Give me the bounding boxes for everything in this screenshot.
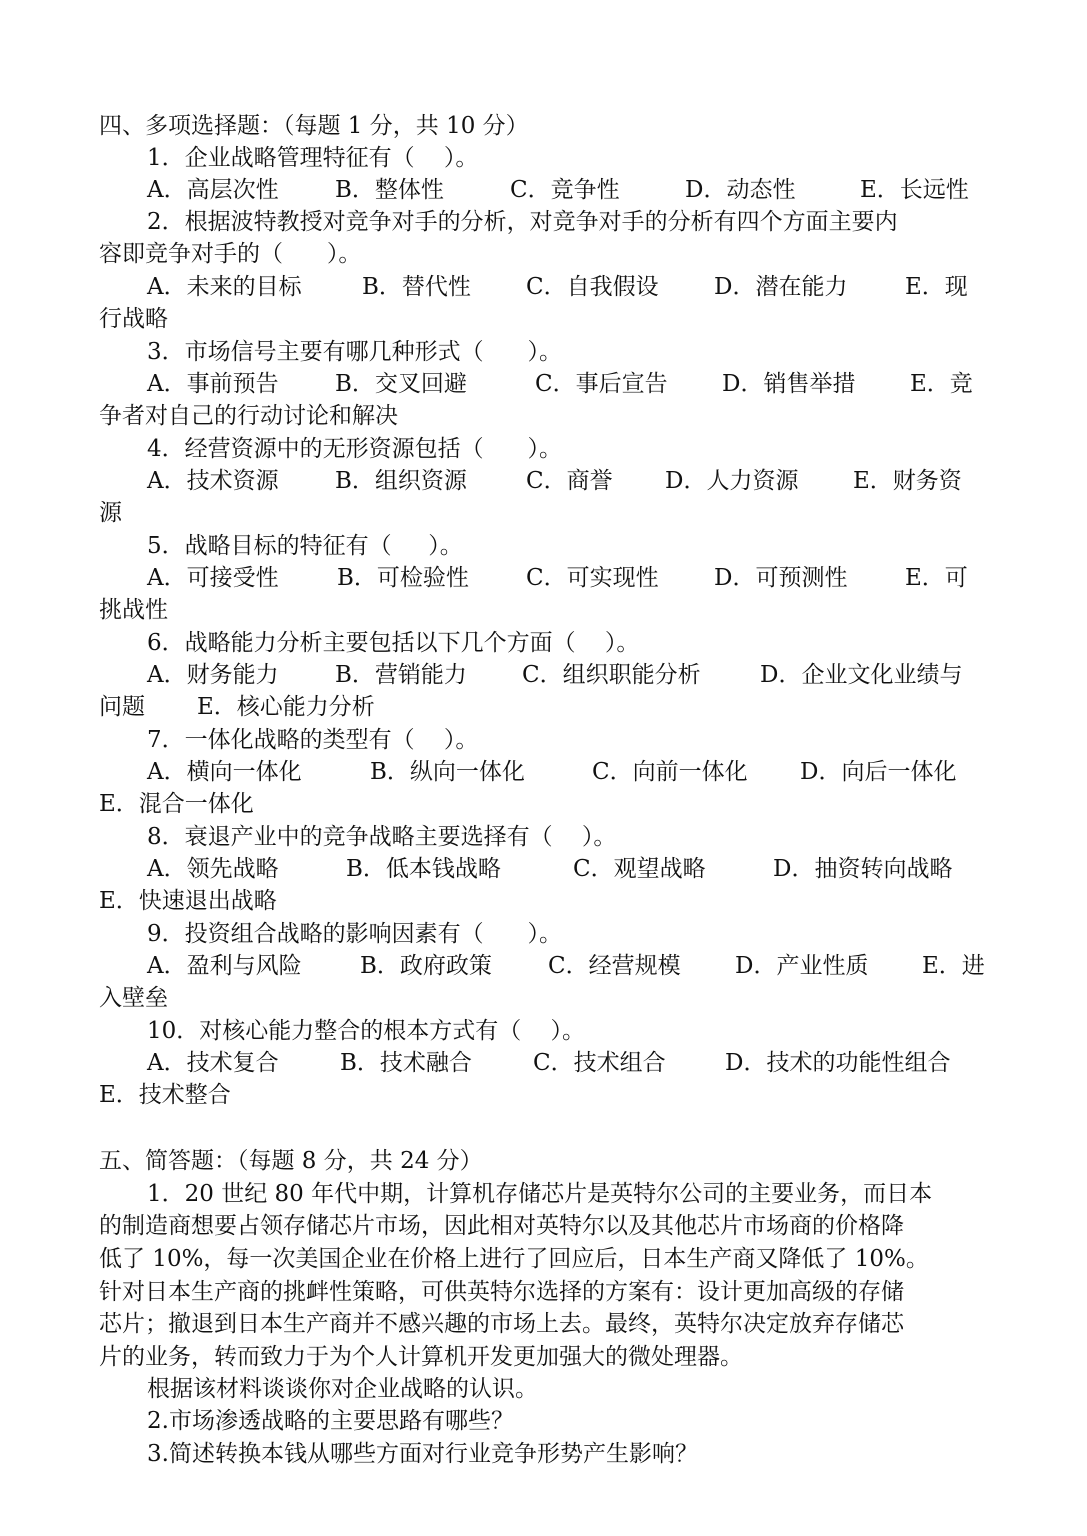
option: E．可 [905,565,968,591]
option: B．整体性 [335,177,444,203]
q2-options [0,271,1087,303]
q3-wrap: 争者对自己的行动讨论和解决 [99,403,398,429]
option: C．竞争性 [510,177,620,203]
option: C．组织职能分析 [522,662,701,688]
q6-options [0,659,1087,691]
q7-stem: 7．一体化战略的类型有（ ）。 [147,727,479,753]
option: E．长远性 [860,177,969,203]
q8-stem: 8．衰退产业中的竞争战略主要选择有（ ）。 [147,824,617,850]
option: A．可接受性 [147,565,279,591]
q5-stem: 5．战略目标的特征有（ ）。 [147,533,463,559]
option: D．销售举措 [722,371,856,397]
q10-options [0,1047,1087,1079]
option: C．可实现性 [526,565,659,591]
s5-q1-line4: 针对日本生产商的挑衅性策略，可供英特尔选择的方案有：设计更加高级的存储 [99,1279,904,1305]
q5-options [0,562,1087,594]
s5-q3: 3.简述转换本钱从哪些方面对行业竞争形势产生影响？ [147,1441,698,1467]
q9-options [0,950,1087,982]
option: B．政府政策 [360,953,492,979]
option: A．技术资源 [147,468,279,494]
option: C．事后宣告 [535,371,668,397]
option: A．财务能力 [147,662,279,688]
option: C．经营规模 [548,953,681,979]
wrap-text: 问题 [99,694,145,720]
option: C．向前一体化 [592,759,748,785]
option: A．高层次性 [147,177,279,203]
option: B．替代性 [362,274,471,300]
option: A．领先战略 [147,856,279,882]
option: D．向后一体化 [800,759,957,785]
q2-stem-line1: 2．根据波特教授对竞争对手的分析，对竞争对手的分析有四个方面主要内 [147,209,898,235]
section4-heading: 四、多项选择题：（每题 1 分，共 10 分） [99,113,529,139]
option: E．现 [905,274,968,300]
section5-heading: 五、简答题：（每题 8 分，共 24 分） [99,1148,483,1174]
q7-options [0,756,1087,788]
q9-stem: 9．投资组合战略的影响因素有（ ）。 [147,921,562,947]
q2-wrap: 行战略 [99,306,168,332]
s5-q1-line6: 片的业务，转而致力于为个人计算机开发更加强大的微处理器。 [99,1344,743,1370]
s5-q1-line3: 低了 10%，每一次美国企业在价格上进行了回应后，日本生产商又降低了 10%。 [99,1246,929,1272]
option: B．营销能力 [335,662,467,688]
option: E．竞 [910,371,973,397]
q1-options [0,174,1087,206]
q9-wrap: 入壁垒 [99,985,168,1011]
option: B．组织资源 [335,468,467,494]
q10-stem: 10．对核心能力整合的根本方式有（ ）。 [147,1018,586,1044]
option: C．观望战略 [573,856,706,882]
option: D．潜在能力 [714,274,848,300]
q10-wrap: E．技术整合 [99,1082,231,1108]
option: A．盈利与风险 [147,953,302,979]
option: B．低本钱战略 [346,856,501,882]
option: D．产业性质 [735,953,869,979]
option: A．横向一体化 [147,759,302,785]
option: B．交叉回避 [335,371,467,397]
q6-wrap [0,691,1087,723]
option: D．抽资转向战略 [773,856,953,882]
option: D．动态性 [685,177,796,203]
option: B．技术融合 [340,1050,472,1076]
option: B．可检验性 [337,565,469,591]
option: E．核心能力分析 [197,694,375,720]
option: A．技术复合 [147,1050,279,1076]
option: A．未来的目标 [147,274,302,300]
s5-q1-line2: 的制造商想要占领存储芯片市场，因此相对英特尔以及其他芯片市场商的价格降 [99,1213,904,1239]
q3-stem: 3．市场信号主要有哪几种形式（ ）。 [147,339,562,365]
option: D．可预测性 [714,565,848,591]
q1-stem: 1．企业战略管理特征有（ ）。 [147,145,479,171]
option: C．技术组合 [533,1050,666,1076]
s5-q1-ask: 根据该材料谈谈你对企业战略的认识。 [147,1376,538,1402]
option: E．进 [922,953,985,979]
q2-stem-line2: 容即竞争对手的（ ）。 [99,241,362,267]
option: C．商誉 [526,468,613,494]
q6-stem: 6．战略能力分析主要包括以下几个方面（ ）。 [147,630,640,656]
option: D．人力资源 [665,468,799,494]
q4-stem: 4．经营资源中的无形资源包括（ ）。 [147,436,562,462]
q4-options [0,465,1087,497]
option: E．财务资 [853,468,962,494]
s5-q2: 2.市场渗透战略的主要思路有哪些？ [147,1408,514,1434]
q7-wrap: E．混合一体化 [99,791,254,817]
q5-wrap: 挑战性 [99,597,168,623]
option: B．纵向一体化 [370,759,525,785]
q4-wrap: 源 [99,500,122,526]
s5-q1-line1: 1．20 世纪 80 年代中期，计算机存储芯片是英特尔公司的主要业务，而日本 [147,1181,933,1207]
option: C．自我假设 [526,274,659,300]
q8-wrap: E．快速退出战略 [99,888,277,914]
s5-q1-line5: 芯片；撤退到日本生产商并不感兴趣的市场上去。最终，英特尔决定放弃存储芯 [99,1311,904,1337]
q8-options [0,853,1087,885]
option: D．技术的功能性组合 [725,1050,951,1076]
option: D．企业文化业绩与 [760,662,963,688]
option: A．事前预告 [147,371,279,397]
q3-options [0,368,1087,400]
